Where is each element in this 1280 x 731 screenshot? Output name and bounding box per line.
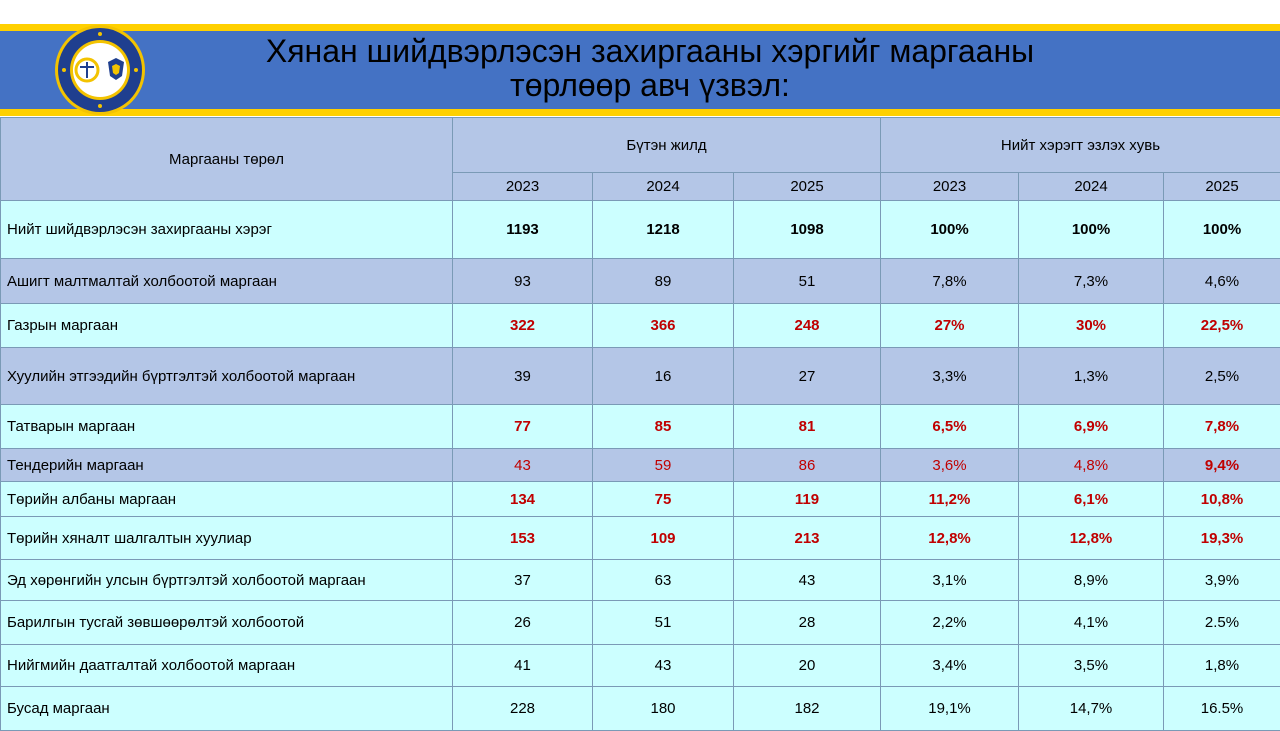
count-cell: 119	[734, 482, 881, 517]
count-cell: 1218	[593, 201, 734, 259]
count-cell: 51	[734, 259, 881, 304]
table-row	[1, 405, 1280, 449]
header-year: 2024	[1019, 173, 1164, 201]
percent-cell: 14,7%	[1019, 687, 1164, 731]
count-cell: 43	[453, 449, 593, 482]
percent-cell: 10,8%	[1164, 482, 1280, 517]
percent-cell: 2.5%	[1164, 601, 1280, 645]
header-share-of-total: Нийт хэрэгт эзлэх хувь	[881, 118, 1280, 173]
percent-cell: 6,1%	[1019, 482, 1164, 517]
header-year: 2024	[593, 173, 734, 201]
row-label: Барилгын тусгай зөвшөөрөлтэй холбоотой	[1, 601, 453, 645]
count-cell: 213	[734, 517, 881, 560]
percent-cell: 3,3%	[881, 348, 1019, 405]
count-cell: 182	[734, 687, 881, 731]
percent-cell: 27%	[881, 304, 1019, 348]
count-cell: 228	[453, 687, 593, 731]
row-label: Хуулийн этгээдийн бүртгэлтэй холбоотой маргаан	[1, 348, 453, 405]
percent-cell: 100%	[1019, 201, 1164, 259]
count-cell: 16	[593, 348, 734, 405]
count-cell: 86	[734, 449, 881, 482]
count-cell: 43	[734, 560, 881, 601]
percent-cell: 19,3%	[1164, 517, 1280, 560]
count-cell: 26	[453, 601, 593, 645]
title-line-2: төрлөөр авч үзвэл:	[260, 68, 1040, 102]
header-year: 2025	[1164, 173, 1280, 201]
percent-cell: 16.5%	[1164, 687, 1280, 731]
header-row-groups	[1, 118, 1280, 173]
count-cell: 27	[734, 348, 881, 405]
percent-cell: 4,1%	[1019, 601, 1164, 645]
percent-cell: 3,6%	[881, 449, 1019, 482]
table-row	[1, 482, 1280, 517]
count-cell: 366	[593, 304, 734, 348]
row-label: Газрын маргаан	[1, 304, 453, 348]
percent-cell: 4,6%	[1164, 259, 1280, 304]
percent-cell: 3,5%	[1019, 645, 1164, 687]
page-title	[260, 34, 1040, 102]
percent-cell: 2,2%	[881, 601, 1019, 645]
percent-cell: 30%	[1019, 304, 1164, 348]
row-label: Тендерийн маргаан	[1, 449, 453, 482]
table-row	[1, 560, 1280, 601]
percent-cell: 11,2%	[881, 482, 1019, 517]
percent-cell: 19,1%	[881, 687, 1019, 731]
table-row	[1, 304, 1280, 348]
row-label: Эд хөрөнгийн улсын бүртгэлтэй холбоотой маргаан	[1, 560, 453, 601]
dispute-type-table	[0, 117, 1280, 731]
percent-cell: 3,9%	[1164, 560, 1280, 601]
header-dispute-type: Маргааны төрөл	[1, 118, 453, 201]
count-cell: 41	[453, 645, 593, 687]
percent-cell: 3,4%	[881, 645, 1019, 687]
percent-cell: 22,5%	[1164, 304, 1280, 348]
row-label: Төрийн хяналт шалгалтын хуулиар	[1, 517, 453, 560]
count-cell: 59	[593, 449, 734, 482]
percent-cell: 8,9%	[1019, 560, 1164, 601]
count-cell: 43	[593, 645, 734, 687]
title-line-1: Хянан шийдвэрлэсэн захиргааны хэргийг маргааны	[260, 34, 1040, 68]
count-cell: 39	[453, 348, 593, 405]
count-cell: 20	[734, 645, 881, 687]
count-cell: 51	[593, 601, 734, 645]
count-cell: 77	[453, 405, 593, 449]
row-label: Ашигт малтмалтай холбоотой маргаан	[1, 259, 453, 304]
row-label: Нийгмийн даатгалтай холбоотой маргаан	[1, 645, 453, 687]
row-label: Татварын маргаан	[1, 405, 453, 449]
count-cell: 134	[453, 482, 593, 517]
count-cell: 85	[593, 405, 734, 449]
percent-cell: 1,8%	[1164, 645, 1280, 687]
percent-cell: 6,5%	[881, 405, 1019, 449]
table-row	[1, 645, 1280, 687]
count-cell: 89	[593, 259, 734, 304]
table-row	[1, 687, 1280, 731]
table-row	[1, 601, 1280, 645]
percent-cell: 3,1%	[881, 560, 1019, 601]
row-label: Бусад маргаан	[1, 687, 453, 731]
header-year: 2023	[453, 173, 593, 201]
count-cell: 28	[734, 601, 881, 645]
count-cell: 37	[453, 560, 593, 601]
table-row	[1, 201, 1280, 259]
count-cell: 153	[453, 517, 593, 560]
percent-cell: 9,4%	[1164, 449, 1280, 482]
count-cell: 81	[734, 405, 881, 449]
row-label: Нийт шийдвэрлэсэн захиргааны хэрэг	[1, 201, 453, 259]
count-cell: 63	[593, 560, 734, 601]
count-cell: 93	[453, 259, 593, 304]
count-cell: 1098	[734, 201, 881, 259]
percent-cell: 12,8%	[1019, 517, 1164, 560]
percent-cell: 12,8%	[881, 517, 1019, 560]
percent-cell: 2,5%	[1164, 348, 1280, 405]
count-cell: 322	[453, 304, 593, 348]
header-full-year: Бүтэн жилд	[453, 118, 881, 173]
court-seal-logo	[46, 24, 154, 116]
count-cell: 109	[593, 517, 734, 560]
row-label: Төрийн албаны маргаан	[1, 482, 453, 517]
table-row	[1, 259, 1280, 304]
percent-cell: 4,8%	[1019, 449, 1164, 482]
percent-cell: 6,9%	[1019, 405, 1164, 449]
count-cell: 248	[734, 304, 881, 348]
percent-cell: 7,8%	[881, 259, 1019, 304]
table-row	[1, 517, 1280, 560]
table-row	[1, 449, 1280, 482]
header-year: 2023	[881, 173, 1019, 201]
percent-cell: 100%	[881, 201, 1019, 259]
percent-cell: 100%	[1164, 201, 1280, 259]
count-cell: 180	[593, 687, 734, 731]
table-row	[1, 348, 1280, 405]
percent-cell: 7,8%	[1164, 405, 1280, 449]
count-cell: 1193	[453, 201, 593, 259]
count-cell: 75	[593, 482, 734, 517]
percent-cell: 1,3%	[1019, 348, 1164, 405]
header-year: 2025	[734, 173, 881, 201]
percent-cell: 7,3%	[1019, 259, 1164, 304]
